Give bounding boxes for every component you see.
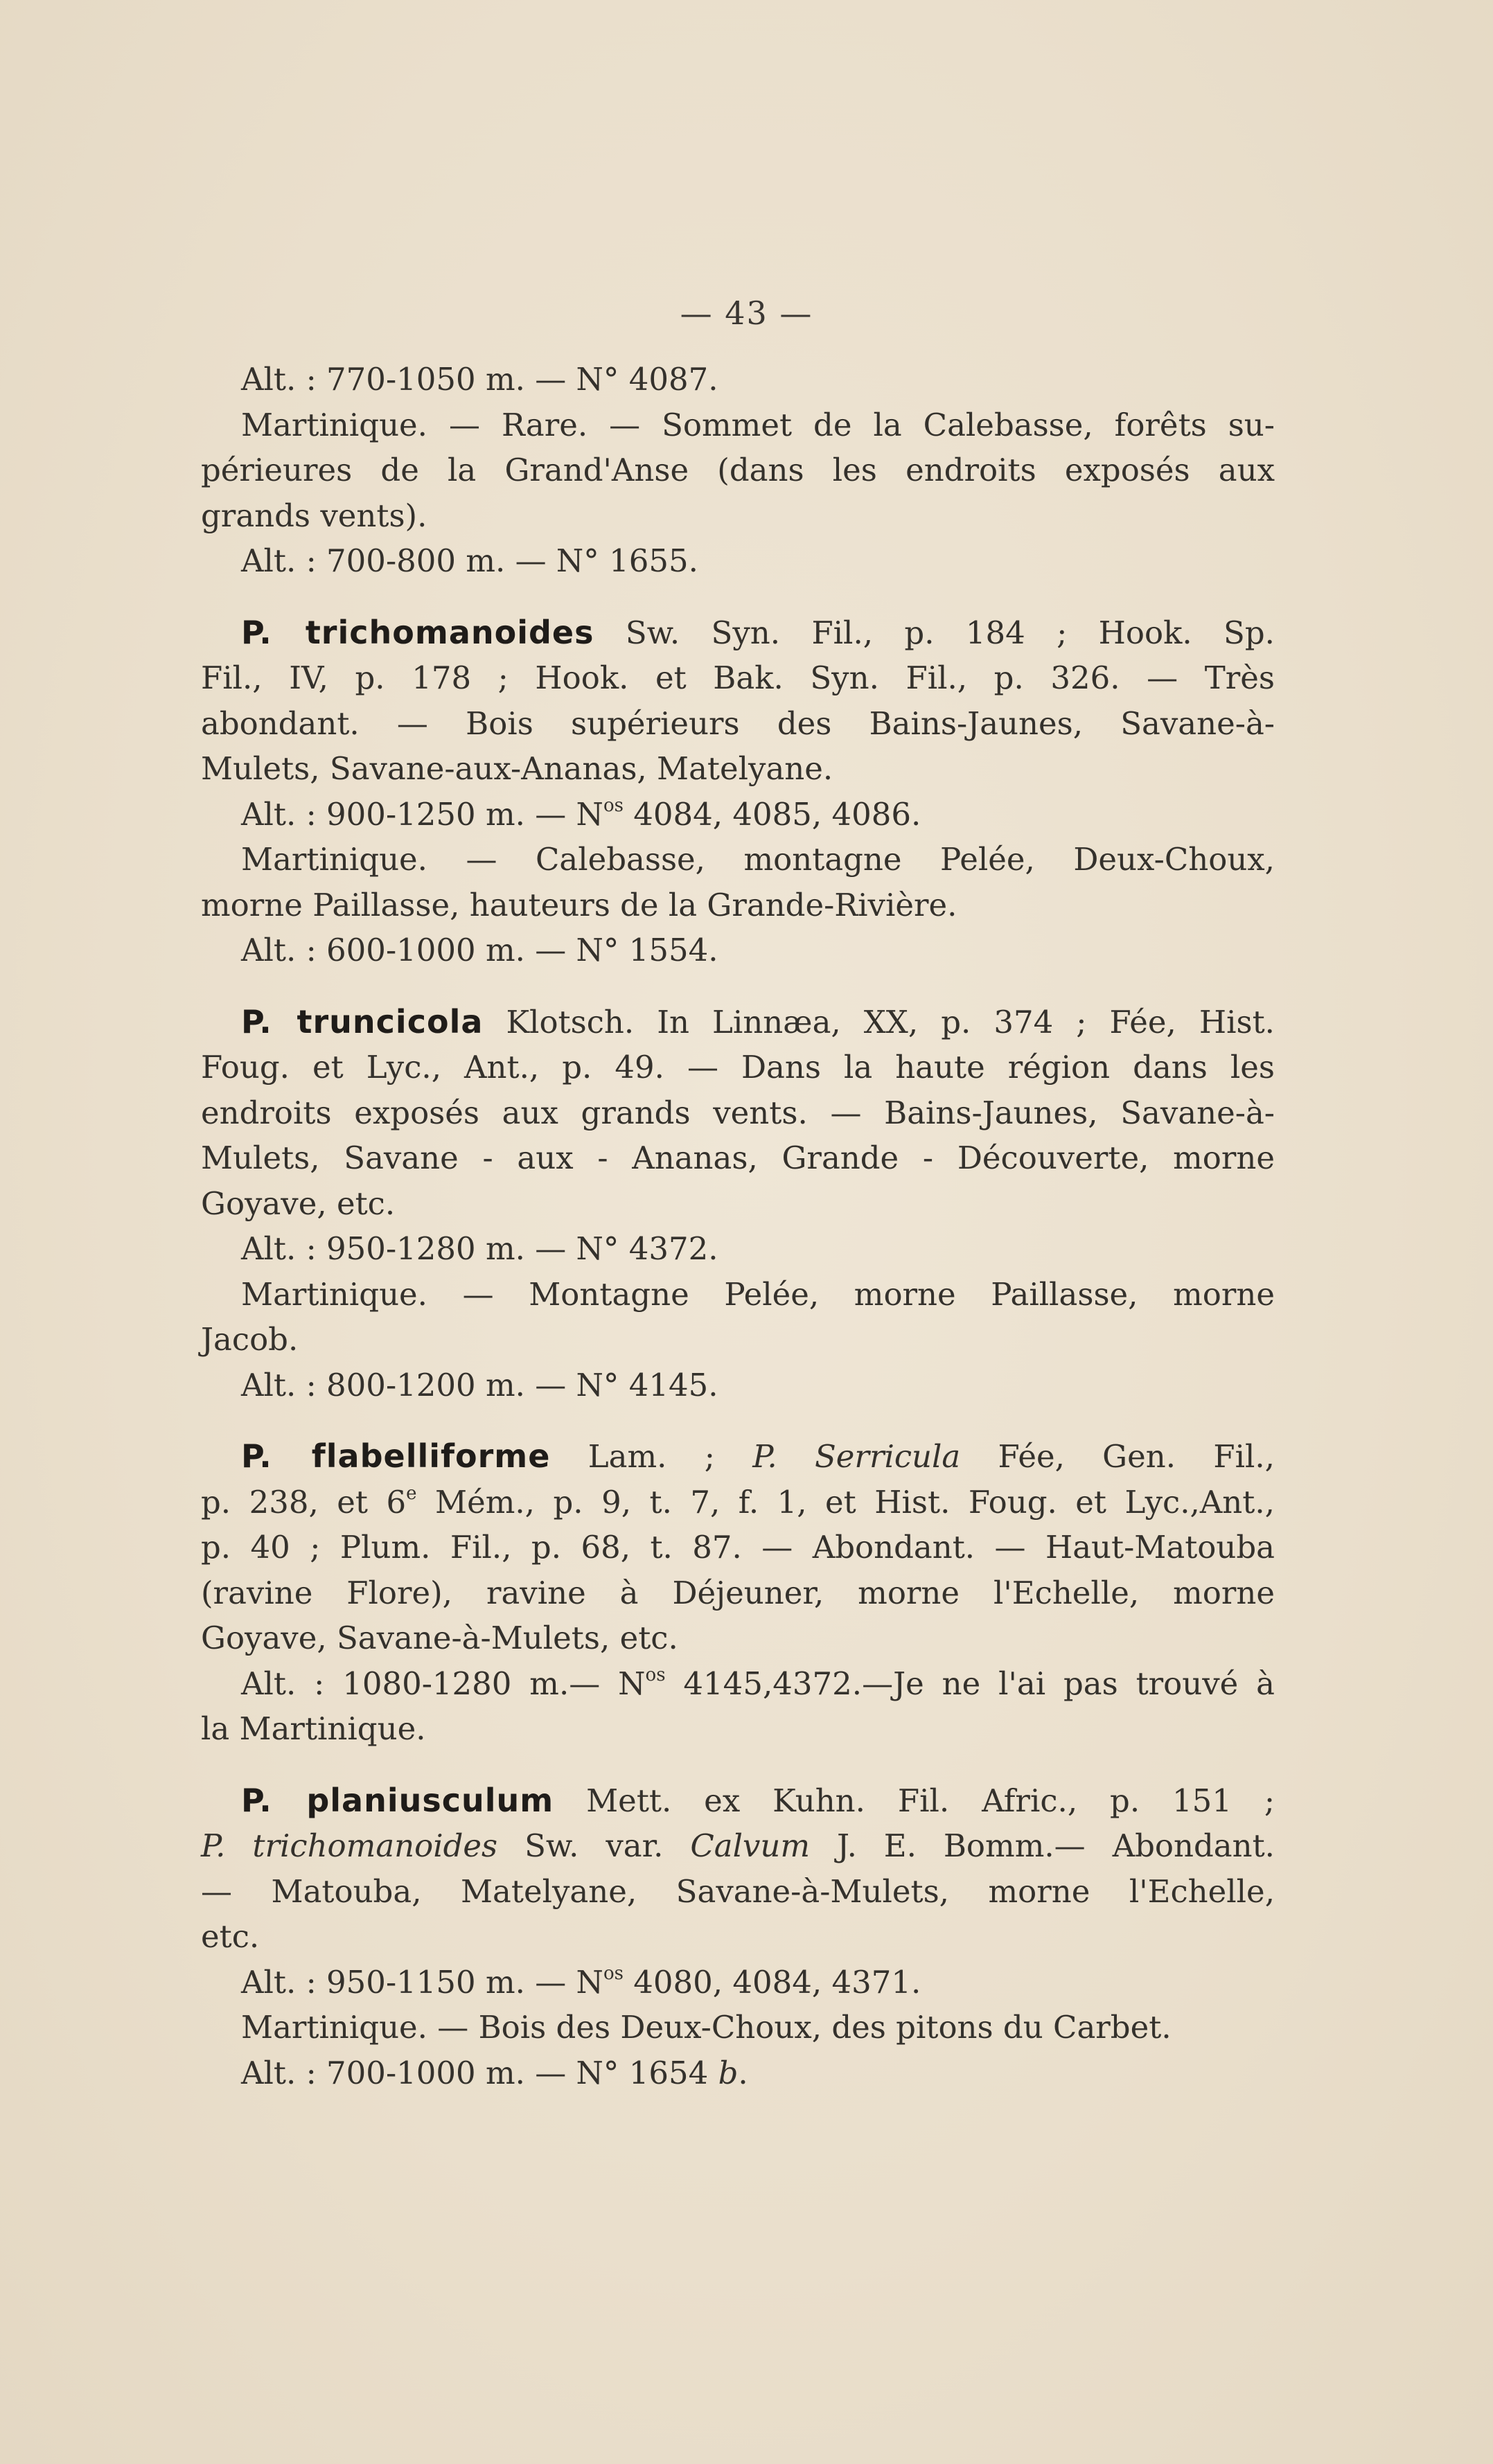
- text-line: Martinique. — Bois des Deux-Choux, des pitons du Carbet.: [241, 2009, 1172, 2046]
- text-line: abondant. — Bois supérieurs des Bains-Jaunes, Savane-à-: [201, 704, 1275, 742]
- text-line: etc.: [201, 1918, 260, 1955]
- text-line: p. 40 ; Plum. Fil., p. 68, t. 87. — Abondant. — Haut-Matouba: [201, 1529, 1275, 1566]
- text-line: grands vents).: [201, 497, 427, 534]
- text-line: endroits exposés aux grands vents. — Bains-Jaunes, Savane-à-: [201, 1094, 1275, 1131]
- text-line: P. trichomanoides Sw. var. Calvum J. E. Bomm.— Abondant.: [201, 1827, 1275, 1864]
- text-line: Alt. : 950-1150 m. — $N^{os}$ 4080, 4084, 4371.: [241, 1962, 921, 2001]
- species-entry-line: P. truncicola Klotsch. In Linnæa, XX, p. 374 ; Fée, Hist.: [241, 1002, 1275, 1040]
- text-line: Martinique. — Calebasse, montagne Pelée, Deux-Choux,: [241, 841, 1275, 878]
- text-line: Alt. : 770-1050 m. — N° 4087.: [241, 361, 718, 398]
- species-name: P. trichomanoides: [241, 613, 594, 651]
- text-line: p. 238, et 6e Mém., p. 9, t. 7, f. 1, et Hist. Foug. et Lyc.,Ant.,: [201, 1482, 1275, 1521]
- species-name: P. flabelliforme: [241, 1437, 551, 1475]
- species-name: P. planiusculum: [241, 1781, 554, 1819]
- text-line: — Matouba, Matelyane, Savane-à-Mulets, morne l'Echelle,: [201, 1872, 1275, 1910]
- text-line: Alt. : 700-800 m. — N° 1655.: [241, 542, 698, 579]
- text-line: Alt. : 600-1000 m. — N° 1554.: [241, 932, 718, 968]
- page-number: — 43 —: [680, 294, 813, 332]
- text-line: Goyave, Savane-à-Mulets, etc.: [201, 1620, 678, 1656]
- text-line: (ravine Flore), ravine à Déjeuner, morne l'Echelle, morne: [201, 1574, 1275, 1611]
- text-line: Jacob.: [201, 1321, 299, 1358]
- text-line: périeures de la Grand'Anse (dans les endroits exposés aux: [201, 452, 1275, 488]
- text-line: la Martinique.: [201, 1710, 426, 1747]
- species-name: P. truncicola: [241, 1002, 484, 1040]
- text-line: Alt. : 950-1280 m. — N° 4372.: [241, 1230, 718, 1267]
- text-line: Goyave, etc.: [201, 1185, 396, 1222]
- text-line: Mulets, Savane-aux-Ananas, Matelyane.: [201, 750, 833, 787]
- species-entry-line: P. trichomanoides Sw. Syn. Fil., p. 184 ; Hook. Sp.: [241, 613, 1275, 651]
- text-line: Fil., IV, p. 178 ; Hook. et Bak. Syn. Fil., p. 326. — Très: [201, 659, 1275, 696]
- text-line: Martinique. — Montagne Pelée, morne Paillasse, morne: [241, 1275, 1275, 1313]
- text-line: Mulets, Savane - aux - Ananas, Grande - Découverte, morne: [201, 1140, 1275, 1176]
- text-line: morne Paillasse, hauteurs de la Grande-Rivière.: [201, 886, 957, 923]
- text-line: Alt. : 900-1250 m. — $N^{os}$ 4084, 4085, 4086.: [241, 795, 921, 833]
- text-line: Alt. : 800-1200 m. — N° 4145.: [241, 1366, 718, 1403]
- species-entry-line: P. planiusculum Mett. ex Kuhn. Fil. Afric., p. 151 ;: [241, 1781, 1275, 1819]
- text-line: Foug. et Lyc., Ant., p. 49. — Dans la haute région dans les: [201, 1049, 1275, 1085]
- text-line: Martinique. — Rare. — Sommet de la Calebasse, forêts su-: [241, 406, 1275, 443]
- body-text: [201, 357, 1275, 2095]
- text-line: Alt. : 700-1000 m. — N° 1654 b.: [241, 2054, 748, 2091]
- text-line: Alt. : 1080-1280 m.— $N^{os}$ 4145,4372.—Je ne l'ai pas trouvé à: [241, 1664, 1275, 1702]
- species-entry-line: P. flabelliforme Lam. ; P. Serricula Fée, Gen. Fil.,: [241, 1437, 1275, 1475]
